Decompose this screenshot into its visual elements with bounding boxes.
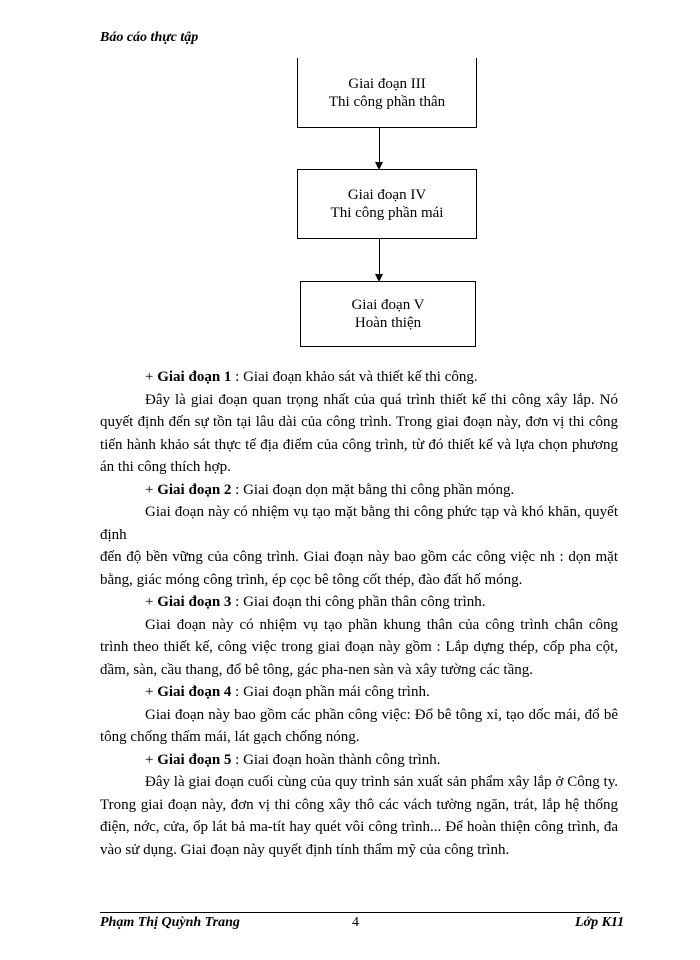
- section-1-title: : Giai đoạn khảo sát và thiết kế thi công.: [231, 369, 478, 385]
- footer-divider: [100, 912, 620, 913]
- flow-arrow-line-2: [379, 238, 380, 274]
- section-1-heading: [100, 366, 618, 389]
- section-4-prefix: +: [145, 684, 158, 700]
- document-body: [100, 366, 618, 861]
- box-stage-4-name: Giai đoạn IV: [347, 187, 427, 203]
- section-4-label: Giai đoạn 4: [157, 684, 232, 700]
- section-4-title: : Giai đoạn phần mái công trình.: [231, 684, 430, 700]
- box-stage-3-desc: Thi công phần thân: [328, 93, 446, 110]
- section-2-body-cont: đến độ bền vững của công trình. Giai đoạn này bao gồm các công việc nh : dọn mặt bằng, giác móng công trình, ép cọc bê tông cốt thép, đào đất hố móng.: [100, 549, 618, 588]
- box-stage-5-name: Giai đoạn V: [351, 297, 425, 313]
- box-stage-4-desc: Thi công phần mái: [330, 205, 444, 221]
- section-1-body: Đây là giai đoạn quan trọng nhất của quá trình thiết kế thi công xây lắp. Nó quyết định đến sự tồn tại lâu dài của công trình. Trong giai đoạn này, đơn vị thi công tiến hành khảo sát thực tế địa điểm của công trình, từ đó thiết kế và lựa chọn phương án thi công thích hợp.: [100, 391, 618, 475]
- footer-class: Lớp K11: [575, 915, 625, 930]
- section-5-heading: [100, 749, 618, 772]
- flowchart-box-stage-5: [300, 281, 476, 347]
- section-5-title: : Giai đoạn hoàn thành công trình.: [231, 751, 441, 768]
- footer-page-number: 4: [352, 915, 359, 930]
- section-2-body: Giai đoạn này có nhiệm vụ tạo mặt bằng thi công phức tạp và khó khăn, quyết định: [100, 504, 618, 543]
- page-header-title: Báo cáo thực tập: [100, 30, 199, 45]
- section-3-heading: [100, 591, 618, 614]
- flowchart-box-stage-3: [297, 58, 477, 128]
- section-3-body: Giai đoạn này có nhiệm vụ tạo phần khung thân của công trình chân công trình theo thiết kế, công việc trong giai đoạn này gồm : Lắp dựng thép, cốp pha cột, dầm, sàn, cầu thang, đổ bê tông, gác pha-nen sàn và xây tường các tầng.: [100, 616, 618, 678]
- section-4-body: Giai đoạn này bao gồm các phần công việc: Đổ bê tông xỉ, tạo dốc mái, đổ bê tông chống thấm mái, lát gạch chống nóng.: [100, 706, 618, 745]
- section-3-label: Giai đoạn 3: [157, 594, 232, 610]
- flow-arrow-line-1: [379, 127, 380, 162]
- section-1-label: Giai đoạn 1: [157, 369, 232, 385]
- section-4-heading: [100, 681, 618, 704]
- section-2-title: : Giai đoạn dọn mặt bằng thi công phần móng.: [231, 481, 515, 498]
- box-stage-3-name: Giai đoạn III: [348, 75, 426, 92]
- section-3-prefix: +: [145, 594, 158, 610]
- box-stage-5-desc: Hoàn thiện: [354, 315, 422, 331]
- section-3-title: : Giai đoạn thi công phần thân công trình.: [231, 594, 486, 610]
- section-2-label: Giai đoạn 2: [157, 481, 232, 498]
- section-5-prefix: +: [145, 751, 158, 768]
- section-5-label: Giai đoạn 5: [157, 751, 232, 768]
- section-1-prefix: +: [145, 369, 158, 385]
- section-5-body: Đây là giai đoạn cuối cùng của quy trình sản xuất sản phẩm xây lắp ở Công ty. Trong giai đoạn này, đơn vị thi công xây thô các vách tường ngăn, trát, lắp hệ thống điện, nớc, cửa, ốp lát bả ma-tít hay quét vôi công trình... Để hoàn thiện công trình, đa vào sử dụng. Giai đoạn này quyết định tính thẩm mỹ của công trình.: [100, 774, 618, 858]
- flowchart-box-stage-4: [297, 169, 477, 239]
- section-2-heading: [100, 479, 618, 502]
- footer-author: Phạm Thị Quỳnh Trang: [100, 915, 240, 930]
- section-2-prefix: +: [145, 481, 158, 498]
